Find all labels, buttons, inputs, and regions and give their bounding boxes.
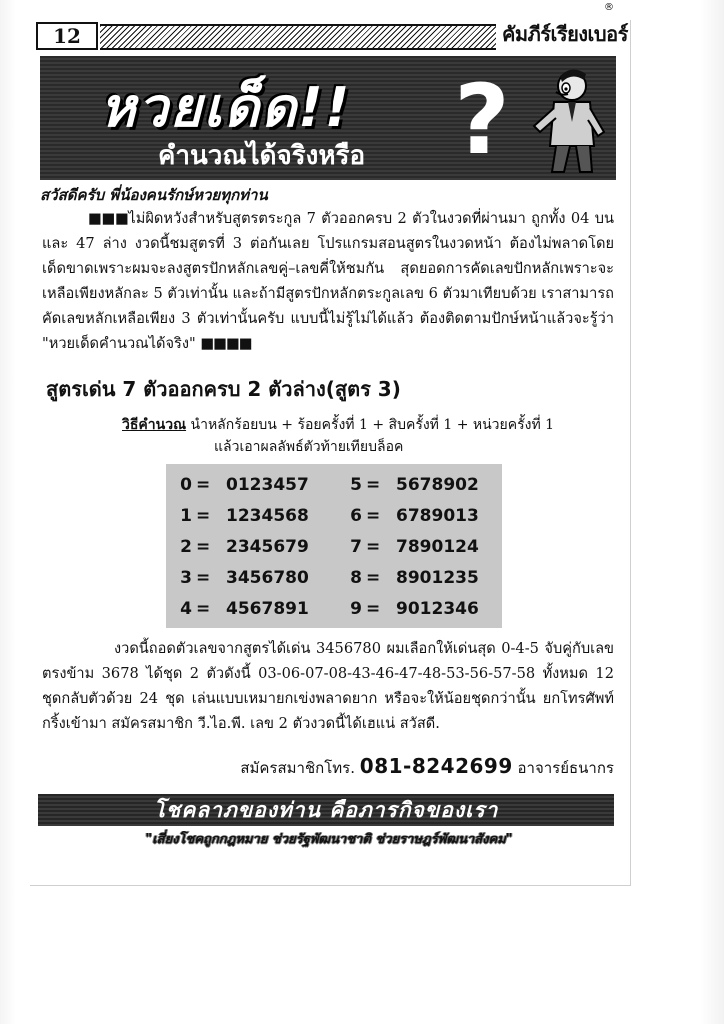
- table-key: 4: [180, 599, 192, 619]
- table-eq: =: [366, 599, 381, 619]
- page-header: [36, 20, 628, 50]
- table-key: 9: [350, 599, 362, 619]
- table-key: 0: [180, 475, 192, 495]
- header-hatch-divider: [100, 24, 496, 50]
- banner-title: หวยเด็ด!!: [100, 76, 352, 139]
- footer-slogan: "เสี่ยงโชคถูกกฎหมาย ช่วยรัฐพัฒนาชาติ ช่วยราษฎร์พัฒนาสังคม": [145, 832, 513, 847]
- table-value: 6789013: [396, 506, 479, 526]
- phone-number: 081-8242699: [359, 754, 513, 778]
- end-block-marks: ■■■■: [200, 335, 252, 352]
- table-key: 7: [350, 537, 362, 557]
- author-name: อาจารย์ธนากร: [517, 759, 614, 777]
- table-eq: =: [196, 475, 211, 495]
- table-key: 1: [180, 506, 192, 526]
- footer-banner: [38, 794, 614, 826]
- table-eq: =: [196, 568, 211, 588]
- intro-block-marks: ■■■: [88, 210, 129, 227]
- method-line-1: นำหลักร้อยบน + ร้อยครั้งที่ 1 + สิบครั้งที่ 1 + หน่วยครั้งที่ 1: [190, 417, 555, 433]
- table-key: 6: [350, 506, 362, 526]
- formula-method: [122, 414, 612, 460]
- cartoon-man-icon: [510, 62, 610, 176]
- table-value: 3456780: [226, 568, 309, 588]
- table-value: 7890124: [396, 537, 479, 557]
- article-intro: [42, 206, 614, 356]
- table-eq: =: [196, 599, 211, 619]
- method-label: วิธีคำนวณ: [122, 417, 187, 433]
- method-line-2: แล้วเอาผลลัพธ์ตัวท้ายเทียบล็อค: [214, 439, 404, 455]
- article-intro-text: ไม่ผิดหวังสำหรับสูตรตระกูล 7 ตัวออกครบ 2 ตัวในงวดที่ผ่านมา ถูกทั้ง 04 บน และ 47 ล่าง งวดนี้ชมสูตรที่ 3 ต่อกันเลย โปรแกรมสอนสูตรในงวดหน้า ต้องไม่พลาดโดยเด็ดขาดเพราะผมจะลงสูตรปักหลักเลขคู่–เลขคี่ให้ชมกัน สุดยอดการคัดเลขปักหลักเพราะจะเหลือเพียงหลักละ 5 ตัวเท่านั้น และถ้ามีสูตรปักหลักตระกูลเลข 6 ตัวมาเทียบด้วย เราสามารถคัดเลขหลักเหลือเพียง 3 ตัวเท่านั้นครับ แบบนี้ไม่รู้ไม่ได้แล้ว ต้องติดตามปักษ์หน้าแล้วจะรู้ว่า "หวยเด็ดคำนวณได้จริง": [42, 210, 615, 352]
- page-number: 12: [36, 22, 98, 50]
- contact-prefix: สมัครสมาชิกโทร.: [240, 759, 355, 777]
- banner-subtitle: คำนวณได้จริงหรือ: [158, 141, 366, 171]
- table-key: 5: [350, 475, 362, 495]
- table-value: 8901235: [396, 568, 479, 588]
- table-value: 4567891: [226, 599, 309, 619]
- table-value: 2345679: [226, 537, 309, 557]
- brand-logo-text: คัมภีร์เรียงเบอร์: [502, 22, 628, 46]
- contact-line: [214, 752, 614, 780]
- banner-question-mark: ?: [454, 64, 510, 176]
- table-key: 3: [180, 568, 192, 588]
- table-eq: =: [366, 475, 381, 495]
- table-eq: =: [366, 537, 381, 557]
- table-value: 0123457: [226, 475, 309, 495]
- table-key: 2: [180, 537, 192, 557]
- table-eq: =: [196, 506, 211, 526]
- registered-mark: ®: [604, 2, 614, 13]
- table-value: 5678902: [396, 475, 479, 495]
- article-greeting: สวัสดีครับ พี่น้องคนรักษ์หวยทุกท่าน: [40, 186, 268, 204]
- result-paragraph: งวดนี้ถอดตัวเลขจากสูตรได้เด่น 3456780 ผมเลือกให้เด่นสุด 0-4-5 จับคู่กับเลขตรงข้าม 3678 ได้ชุด 2 ตัวดังนี้ 03-06-07-08-43-46-47-48-53-56-57-58 ทั้งหมด 12 ชุดกลับตัวด้วย 24 ชุด เล่นแบบเหมายกเข่งพลาดยาก หรือจะให้น้อยชุดกว่านั้น ยกโทรศัพท์กริ้งเข้ามา สมัครสมาชิก วี.ไอ.พี. เลข 2 ตัวงวดนี้ได้เฮแน่ สวัสดี.: [42, 640, 614, 732]
- table-eq: =: [366, 506, 381, 526]
- table-value: 1234568: [226, 506, 309, 526]
- formula-title: สูตรเด่น 7 ตัวออกครบ 2 ตัวล่าง(สูตร 3): [46, 377, 401, 401]
- table-eq: =: [366, 568, 381, 588]
- table-value: 9012346: [396, 599, 479, 619]
- lookup-table: [166, 464, 502, 628]
- table-key: 8: [350, 568, 362, 588]
- footer-banner-text: โชคลาภของท่าน คือภารกิจของเรา: [153, 798, 499, 822]
- table-eq: =: [196, 537, 211, 557]
- title-banner: [40, 56, 616, 180]
